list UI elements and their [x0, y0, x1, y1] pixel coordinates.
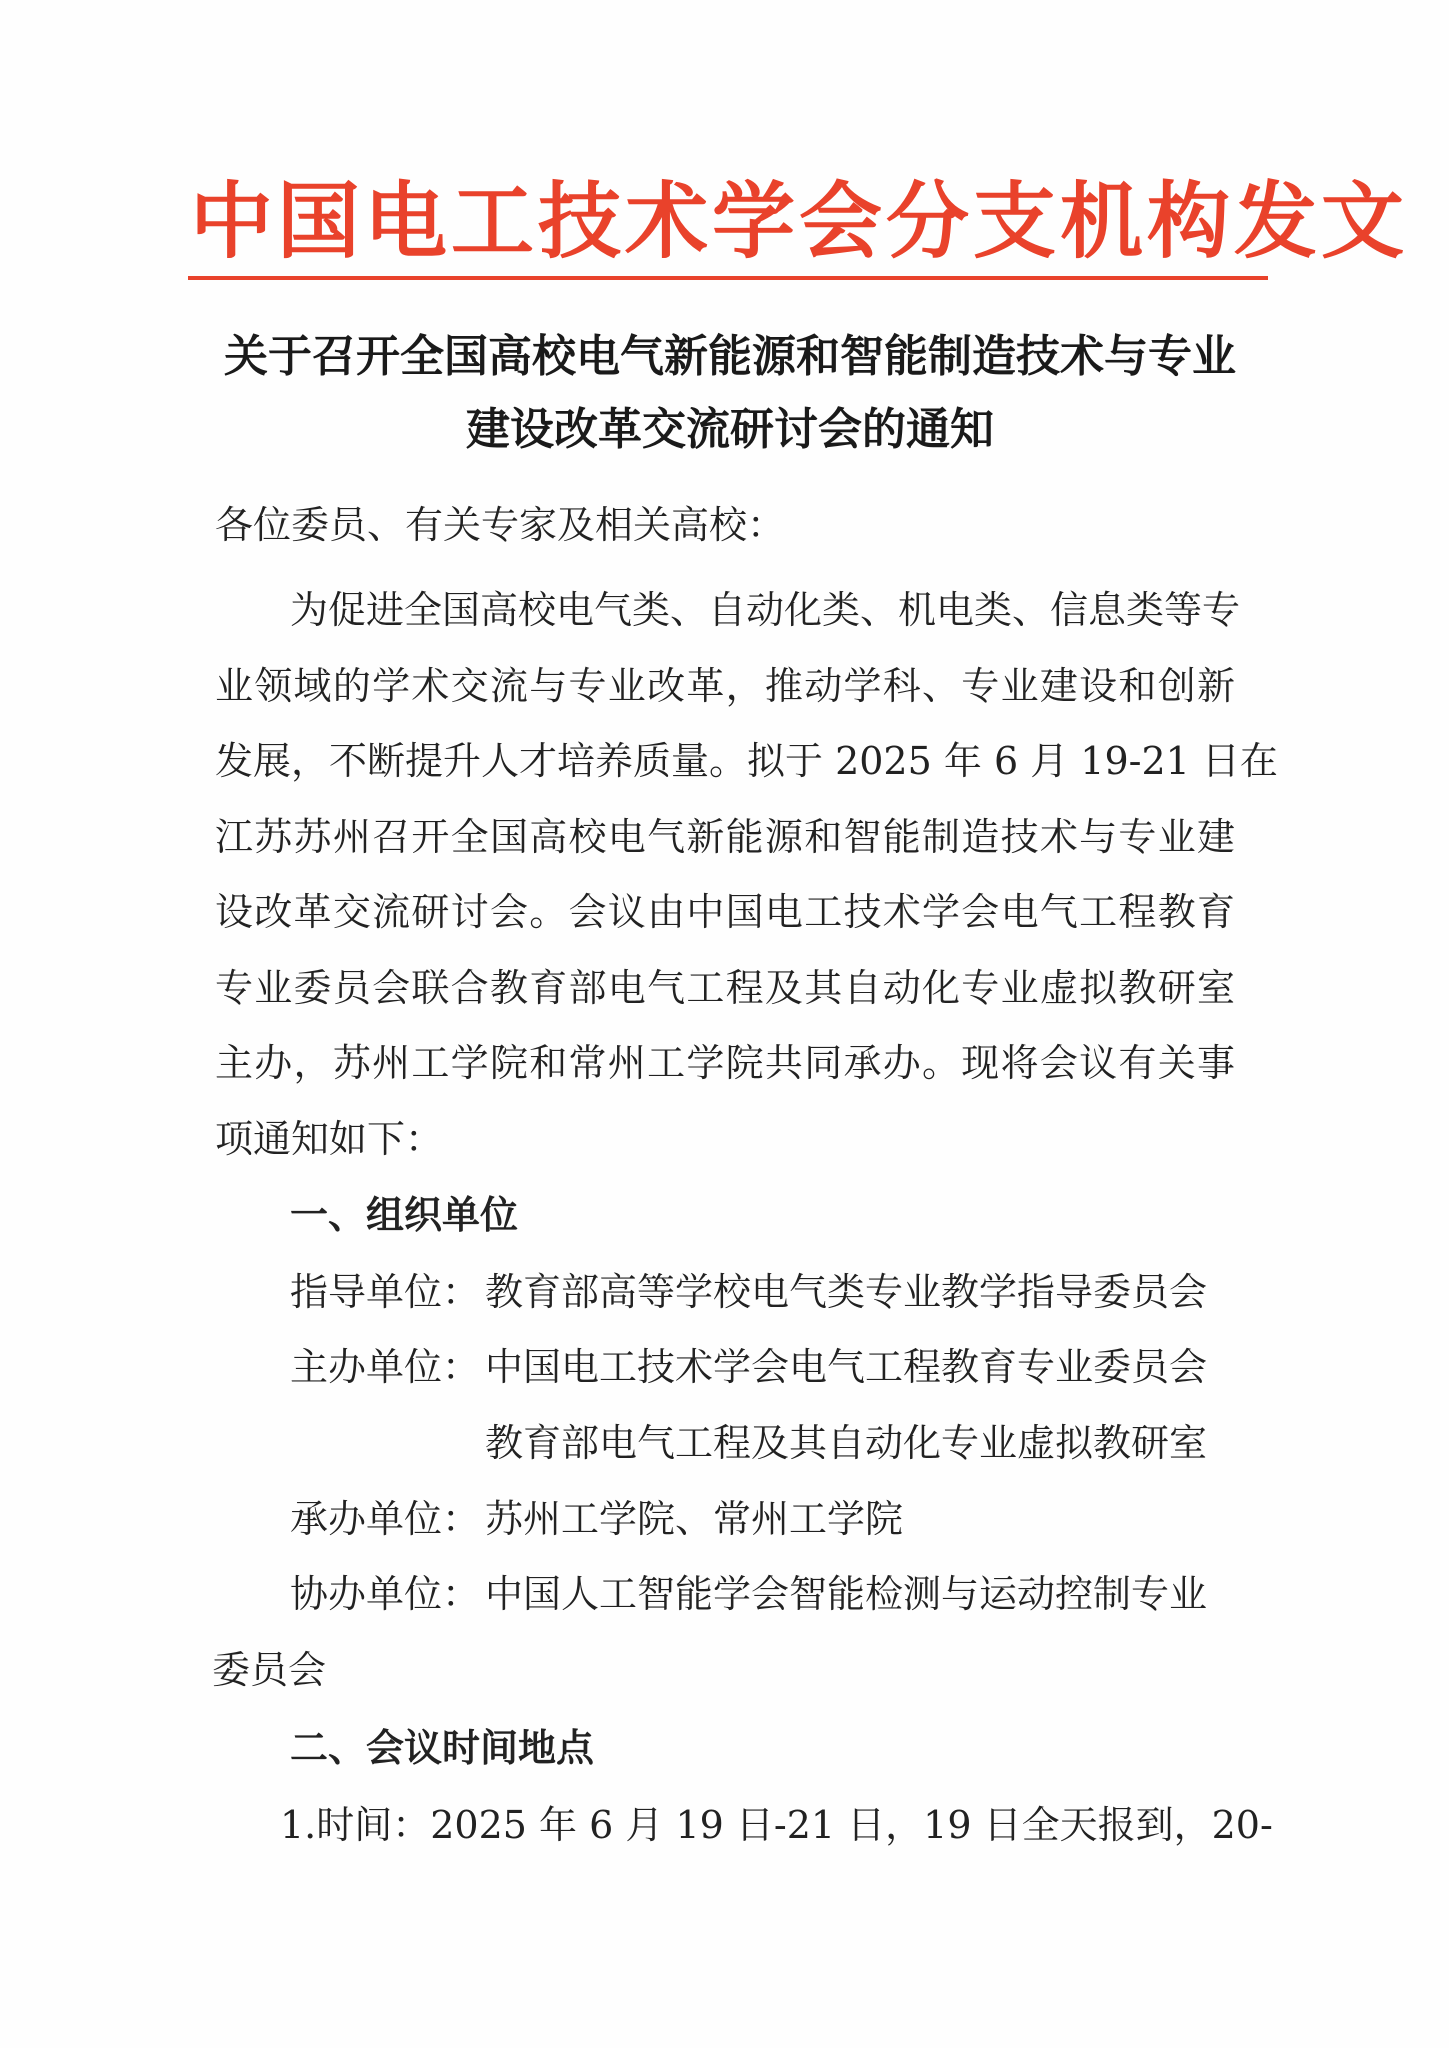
intro-line: 主办，苏州工学院和常州工学院共同承办。现将会议有关事 [215, 1041, 1235, 1085]
intro-line: 为促进全国高校电气类、自动化类、机电类、信息类等专 [290, 588, 1241, 632]
intro-line: 发展，不断提升人才培养质量。拟于 2025 年 6 月 19-21 日在 [215, 739, 1278, 783]
co-organizer-value: 中国人工智能学会智能检测与运动控制专业 [485, 1572, 1208, 1616]
host-unit-value-2: 教育部电气工程及其自动化专业虚拟教研室 [485, 1421, 1208, 1465]
intro-line: 江苏苏州召开全国高校电气新能源和智能制造技术与专业建 [215, 815, 1235, 859]
host-unit-label: 主办单位： [290, 1345, 481, 1389]
intro-line: 项通知如下： [215, 1117, 444, 1161]
notice-title-line-1: 关于召开全国高校电气新能源和智能制造技术与专业 [224, 331, 1236, 382]
salutation: 各位委员、有关专家及相关高校： [215, 503, 786, 547]
notice-title-line-2: 建设改革交流研讨会的通知 [466, 404, 994, 455]
organizer-unit-label: 承办单位： [290, 1497, 481, 1541]
meeting-time-line: 1.时间：2025 年 6 月 19 日-21 日，19 日全天报到，20- [280, 1803, 1273, 1847]
section-heading-organizers: 一、组织单位 [290, 1193, 519, 1237]
masthead-title: 中国电工技术学会分支机构发文 [190, 173, 1408, 270]
guide-unit-value: 教育部高等学校电气类专业教学指导委员会 [485, 1270, 1208, 1314]
guide-unit-label: 指导单位： [290, 1270, 481, 1314]
intro-line: 专业委员会联合教育部电气工程及其自动化专业虚拟教研室 [215, 966, 1235, 1010]
host-unit-value-1: 中国电工技术学会电气工程教育专业委员会 [485, 1345, 1208, 1389]
intro-line: 业领域的学术交流与专业改革，推动学科、专业建设和创新 [215, 664, 1235, 708]
co-organizer-label: 协办单位： [290, 1572, 481, 1616]
masthead-red-rule [188, 276, 1268, 280]
co-organizer-value-cont: 委员会 [212, 1648, 327, 1692]
intro-line: 设改革交流研讨会。会议由中国电工技术学会电气工程教育 [215, 890, 1235, 934]
organizer-unit-value: 苏州工学院、常州工学院 [485, 1497, 904, 1541]
section-heading-time-place: 二、会议时间地点 [290, 1726, 595, 1770]
